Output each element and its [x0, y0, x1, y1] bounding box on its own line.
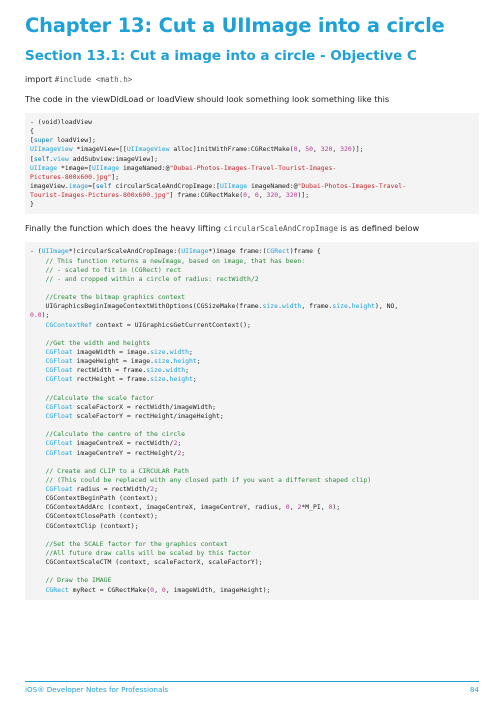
mid-text-before: Finally the function which does the heavy lifting [25, 223, 224, 234]
chapter-title: Chapter 13: Cut a UIImage into a circle [25, 14, 445, 37]
import-code: #include <math.h> [54, 75, 133, 84]
code-token: CGFloat [45, 411, 73, 420]
code-token: // - scaled to fit in (CGRect) rect [45, 265, 182, 274]
code-line [30, 293, 475, 302]
code-token: alloc]initWithFrame:CGRectMake( [169, 145, 294, 154]
code-token: ; [185, 366, 189, 375]
code-line [30, 512, 475, 521]
code-token: *imageView=[[ [72, 145, 127, 154]
code-token: . [165, 375, 170, 384]
code-token [30, 357, 46, 365]
code-token: CGContextAddArc (context, imageCentreX, imageCentreY, radius, [30, 503, 286, 512]
code-line [30, 127, 475, 136]
code-token: width [281, 302, 302, 311]
code-token: 0.0 [30, 311, 42, 320]
code-line [30, 136, 475, 145]
code-token: CGContextBeginPath (context); [30, 494, 158, 503]
code-line [30, 311, 475, 320]
code-token: super [33, 136, 54, 145]
page-content [25, 14, 479, 600]
code-line [30, 375, 475, 384]
code-line [30, 412, 475, 421]
code-token: , [313, 145, 321, 154]
code-line [30, 182, 475, 191]
mid-text [25, 223, 479, 234]
code-token: // Draw the IMAGE [45, 576, 112, 585]
code-token: image [68, 181, 89, 190]
code-line [30, 476, 475, 485]
code-token: //Calculate the centre of the circle [45, 430, 186, 439]
code-token [30, 257, 46, 265]
code-token: //Set the SCALE factor for the graphics context [45, 539, 228, 548]
code-token [30, 348, 46, 356]
code-line [30, 257, 475, 266]
code-token: *image=[ [57, 163, 93, 172]
code-token [30, 293, 46, 301]
code-token: //Calculate the scale factor [45, 393, 155, 402]
code-line [30, 458, 475, 467]
code-line [30, 339, 475, 348]
code-line [30, 567, 475, 576]
code-token: . [165, 347, 170, 356]
code-block-loadview [25, 113, 479, 214]
code-token: imageCentreX = rectWidth/ [72, 439, 174, 448]
code-line [30, 558, 475, 567]
code-token: UIImage [41, 247, 69, 256]
code-token: 2 [150, 485, 155, 494]
code-token: size [262, 302, 279, 311]
code-token: , [154, 585, 162, 594]
code-line [30, 503, 475, 512]
code-line [30, 540, 475, 549]
code-line [30, 467, 475, 476]
code-token: ] frame:CGRectMake( [169, 191, 244, 200]
code-token: , [289, 503, 298, 512]
code-line [30, 494, 475, 503]
code-token: , [258, 191, 267, 200]
code-line [30, 284, 475, 293]
code-token: rectWidth = frame. [72, 366, 147, 375]
code-token: [ [30, 136, 34, 145]
code-token: UIImage [181, 247, 209, 256]
code-token: height [351, 302, 376, 311]
import-line [25, 74, 479, 85]
code-token: CGFloat [45, 375, 73, 384]
code-token: )]; [297, 191, 310, 200]
code-line [30, 449, 475, 458]
code-token: CGFloat [45, 347, 73, 356]
code-token: =[ [88, 181, 96, 190]
code-token: CGFloat [45, 357, 73, 366]
code-token [30, 403, 46, 411]
code-token: 320 [340, 145, 352, 154]
code-token: height [169, 375, 193, 384]
code-token: //Get the width and heights [45, 338, 151, 347]
code-token: "Dubai-Photos-Images-Travel- [297, 181, 407, 190]
code-token: 0 [285, 503, 290, 512]
code-token: CGFloat [45, 485, 73, 494]
code-token [30, 430, 46, 438]
code-token: ); [332, 503, 341, 512]
code-line [30, 302, 475, 311]
code-token: ; [181, 448, 186, 457]
code-token: size [146, 366, 162, 375]
code-token: } [30, 200, 34, 209]
code-token: ]; [111, 172, 120, 181]
code-token [30, 586, 46, 594]
code-token: CGRect [266, 247, 290, 256]
code-token [30, 266, 46, 274]
code-token: UIImage [92, 163, 120, 172]
section-title: Section 13.1: Cut a image into a circle - Objective C [25, 48, 417, 64]
code-token: rectHeight = frame. [72, 375, 151, 384]
code-token: )]; [351, 145, 364, 154]
code-line [30, 348, 475, 357]
code-token: ; [192, 375, 197, 384]
code-token: myRect = CGRectMake( [68, 585, 151, 594]
code-line [30, 439, 475, 448]
code-line [30, 164, 475, 173]
code-token [30, 394, 46, 402]
code-token: height [173, 357, 197, 366]
code-token: , [247, 191, 255, 200]
code-token: size [332, 302, 348, 311]
code-token: 0 [150, 585, 155, 594]
code-token: [ [30, 154, 34, 163]
code-line [30, 366, 475, 375]
code-token [30, 339, 46, 347]
code-token: , imageWidth, imageHeight); [165, 585, 271, 594]
code-token: imageView. [30, 181, 69, 190]
code-line [30, 531, 475, 540]
code-token: Pictures-800x600.jpg" [30, 172, 112, 181]
code-token: addSubview:imageView]; [68, 154, 158, 163]
code-token: // (This could be replaced with any closed path if you want a different shaped clip) [45, 475, 372, 484]
code-token: 2 [297, 503, 302, 512]
code-token: // - and cropped within a circle of radius: rectWidth/2 [45, 274, 259, 283]
code-token: , [297, 145, 306, 154]
code-token: width [165, 366, 186, 375]
code-token: // Create and CLIP to a CIRCULAR Path [45, 466, 189, 475]
code-line [30, 266, 475, 275]
code-token: radius = rectWidth/ [72, 485, 151, 494]
code-token: . [278, 302, 282, 311]
code-token [30, 321, 46, 329]
code-token: self [33, 154, 50, 163]
code-token: size [150, 375, 166, 384]
code-line [30, 247, 475, 256]
code-block-circular-crop [25, 242, 479, 599]
code-token: ; [196, 357, 201, 366]
code-token: CGFloat [45, 439, 73, 448]
code-token: imageHeight = image. [72, 357, 155, 366]
code-token [30, 540, 46, 548]
code-line [30, 576, 475, 585]
code-token: size [150, 347, 166, 356]
code-token: { [30, 127, 34, 136]
code-token: ; [154, 485, 158, 494]
code-token: - ( [30, 247, 42, 256]
code-token: scaleFactorY = rectHeight/imageHeight; [72, 411, 224, 420]
code-token: ; [188, 347, 193, 356]
code-token: 2 [177, 448, 182, 457]
code-token [30, 275, 46, 283]
code-token: Tourist-Images-Pictures-800x600.jpg" [30, 191, 170, 200]
code-token: context = UIGraphicsGetCurrentContext(); [92, 320, 251, 329]
code-token [30, 576, 46, 584]
code-token: . [161, 366, 166, 375]
code-token: UIImageView [126, 145, 170, 154]
code-line [30, 430, 475, 439]
code-token: imageCentreY = rectHeight/ [72, 448, 178, 457]
code-token: scaleFactorX = rectWidth/imageWidth; [72, 402, 217, 411]
footer-page-number: 84 [469, 685, 479, 694]
code-token: . [347, 302, 352, 311]
code-token: 2 [173, 439, 178, 448]
code-token: CGFloat [45, 366, 73, 375]
code-token: "Dubai-Photos-Images-Travel-Tourist-Images- [169, 163, 337, 172]
code-token: CGRect [45, 585, 69, 594]
footer-book-title: iOS® Developer Notes for Professionals [25, 685, 169, 694]
code-token: 320 [285, 191, 298, 200]
code-token: circularScaleAndCropImage:[ [111, 181, 220, 190]
code-token: UIImageView [30, 145, 73, 154]
code-line [30, 145, 475, 154]
code-token: 0 [243, 191, 248, 200]
code-token: //Create the bitmap graphics context [45, 293, 186, 302]
code-token: // This function returns a newImage, based on image, that has been: [45, 256, 306, 265]
code-line [30, 330, 475, 339]
code-token: size [154, 357, 170, 366]
code-line [30, 385, 475, 394]
code-token [30, 476, 46, 484]
code-token [30, 449, 46, 457]
mid-text-code: circularScaleAndCropImage [223, 224, 338, 234]
code-token: CGContextScaleCTM (context, scaleFactorX, scaleFactorY); [30, 558, 263, 567]
code-line [30, 173, 475, 182]
code-line [30, 200, 475, 209]
code-token: 0 [293, 145, 298, 154]
import-label: import [25, 74, 53, 84]
code-line [30, 357, 475, 366]
code-token: ), NO, [375, 302, 399, 311]
code-token: imageNamed:@ [247, 181, 298, 190]
code-line [30, 549, 475, 558]
code-line [30, 421, 475, 430]
code-line [30, 485, 475, 494]
code-token: UIGraphicsBeginImageContextWithOptions(CGSizeMake(frame. [30, 302, 263, 311]
code-token [30, 375, 46, 383]
code-token: CGContextClosePath (context); [30, 512, 158, 521]
code-line [30, 321, 475, 330]
code-token: width [169, 347, 189, 356]
code-token [30, 439, 46, 447]
code-token: self [95, 181, 112, 190]
code-line [30, 191, 475, 200]
code-line [30, 275, 475, 284]
code-line [30, 155, 475, 164]
code-line [30, 403, 475, 412]
code-token: imageNamed:@ [119, 163, 170, 172]
code-token: 50 [305, 145, 313, 154]
code-token: - (void)loadView [30, 118, 93, 126]
code-token: 320 [320, 145, 333, 154]
mid-text-after: is as defined below [337, 223, 420, 234]
code-token: , [332, 145, 341, 154]
code-token: UIImage [219, 181, 248, 190]
code-token [30, 412, 46, 420]
code-token: ); [41, 311, 50, 320]
code-token: 0 [328, 503, 333, 512]
code-token: imageWidth = image. [72, 347, 151, 356]
code-token [30, 485, 46, 493]
code-token: ; [177, 439, 182, 448]
code-token: CGFloat [45, 402, 73, 411]
code-token: , [278, 191, 286, 200]
code-token: . [49, 154, 54, 163]
code-token [30, 366, 46, 374]
page-footer [25, 681, 479, 694]
code-token: //All future draw calls will be scaled by this factor [45, 549, 251, 558]
code-token: 0 [254, 191, 259, 200]
code-token: loadView]; [53, 136, 96, 145]
code-token: *)image frame:( [208, 247, 267, 256]
code-token [30, 467, 46, 475]
code-token: , frame. [301, 302, 333, 311]
code-token: 0 [161, 585, 166, 594]
code-token: CGContextClip (context); [30, 521, 139, 530]
code-token: . [169, 357, 174, 366]
code-token: CGFloat [45, 448, 73, 457]
intro-text: The code in the viewDidLoad or loadView should look something look something like this [25, 94, 390, 104]
code-token [30, 549, 46, 557]
code-line [30, 394, 475, 403]
code-token: UIImage [30, 163, 58, 172]
code-token: 320 [266, 191, 279, 200]
code-line [30, 522, 475, 531]
code-token: *M_PI, [301, 503, 329, 512]
code-token: CGContextRef [45, 320, 93, 329]
code-token: view [53, 154, 69, 163]
code-line [30, 586, 475, 595]
code-token: *)circularScaleAndCropImage:( [68, 247, 182, 256]
code-token: )frame { [289, 247, 321, 256]
code-line [30, 118, 475, 127]
